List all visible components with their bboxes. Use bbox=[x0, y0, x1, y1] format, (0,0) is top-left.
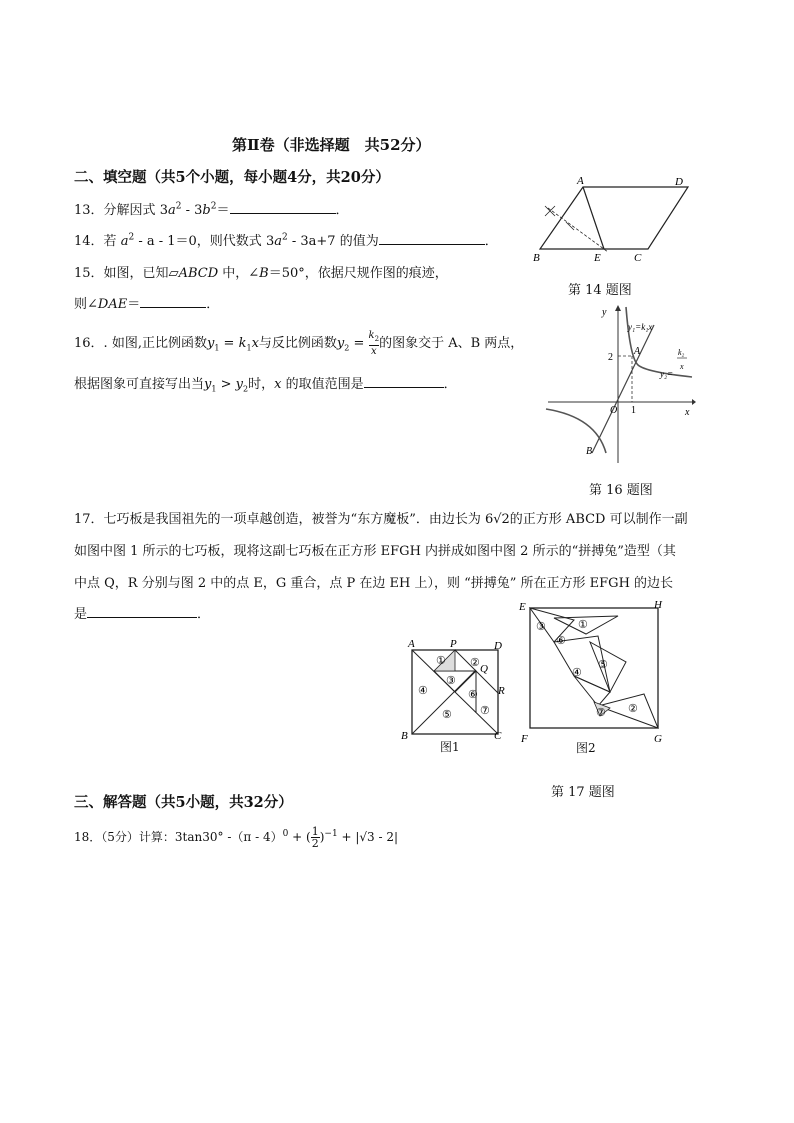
parallelogram-symbol: ▱ bbox=[168, 266, 179, 281]
q15-end: ． bbox=[206, 297, 220, 312]
q18-exp-neg-one: −1 bbox=[324, 829, 338, 839]
fill-in-heading: 二、填空题（共5个小题，每小题4分，共20分） bbox=[74, 169, 390, 186]
q13-answer-blank[interactable] bbox=[230, 201, 336, 214]
question-18 bbox=[74, 826, 398, 849]
piece-6: ⑥ bbox=[468, 689, 478, 701]
vertex-b: B bbox=[401, 730, 408, 742]
label-a: A bbox=[634, 346, 641, 357]
q14-exp: 2 bbox=[128, 232, 135, 243]
square-efgh bbox=[530, 608, 658, 728]
question-number: 18． bbox=[74, 830, 102, 844]
q18-abs-term: + |√3 - 2| bbox=[337, 830, 399, 844]
question-15-line2 bbox=[74, 293, 219, 312]
figure-17-caption: 第 17 题图 bbox=[551, 785, 615, 800]
label-b: B bbox=[533, 252, 540, 264]
q15-angle: B bbox=[259, 266, 269, 281]
q16-formula-y2: $y_2$ = $\frac{k_2}{x}$ bbox=[336, 330, 380, 357]
question-17-line2 bbox=[74, 540, 676, 559]
q15-dae: DAE bbox=[97, 297, 128, 312]
q15-equals: ＝ bbox=[127, 297, 141, 312]
q17-line1: 七巧板是我国祖先的一项卓越创造，被誉为“东方魔板”．由边长为 6√2的正方形 ABCD 可以制作一副 bbox=[103, 512, 688, 527]
figure-16-caption: 第 16 题图 bbox=[589, 483, 653, 498]
vertex-d: D bbox=[494, 640, 502, 652]
question-17-line4 bbox=[74, 603, 210, 622]
question-17-line3 bbox=[74, 572, 673, 591]
question-number: 13． bbox=[74, 203, 104, 218]
q14-text2: - 3a+7 的值为 bbox=[287, 234, 379, 249]
vertex-g: G bbox=[654, 733, 662, 745]
piece-1: ① bbox=[436, 655, 446, 667]
q18-plus: + ( bbox=[288, 830, 311, 844]
q16-text-a: 如图,正比例函数 bbox=[111, 336, 207, 351]
label-a: A bbox=[577, 175, 584, 187]
q13-minus: - 3 bbox=[181, 203, 203, 218]
q14-var: a bbox=[120, 234, 129, 249]
q18-frac-den: 2 bbox=[311, 837, 319, 850]
q13-coef: 3 bbox=[159, 203, 168, 218]
label-y2-eq: y₂= bbox=[660, 369, 674, 379]
label-b: B bbox=[586, 446, 593, 457]
q16-end: ． bbox=[443, 377, 457, 392]
question-16-line2 bbox=[74, 373, 457, 394]
figure-17-1-label: 图1 bbox=[440, 740, 460, 754]
q13-equals: ＝ bbox=[216, 203, 230, 218]
vertex-e: E bbox=[519, 601, 526, 613]
question-number: 14． bbox=[74, 234, 104, 249]
q15-text-d: 则∠ bbox=[74, 297, 98, 312]
vertex-f: F bbox=[521, 733, 528, 745]
q16-text-b: 与反比例函数 bbox=[258, 336, 337, 351]
hyperbola-branch-2 bbox=[546, 409, 606, 453]
vertex-r: R bbox=[498, 685, 505, 697]
piece-5: ⑤ bbox=[442, 709, 452, 721]
piece-4: ④ bbox=[572, 667, 582, 679]
q15-text-c: ＝50°，依据尺规作图的痕迹， bbox=[268, 266, 448, 281]
figure-14-caption: 第 14 题图 bbox=[568, 283, 632, 298]
piece-3: ③ bbox=[536, 621, 546, 633]
piece-6: ⑥ bbox=[556, 635, 566, 647]
label-x: x bbox=[685, 407, 690, 418]
label-y1-eq: y₁=k₁x bbox=[628, 322, 653, 332]
piece-7: ⑦ bbox=[596, 707, 606, 719]
q16-answer-blank[interactable] bbox=[364, 375, 444, 388]
question-15-line1 bbox=[74, 262, 448, 281]
q14-end: ． bbox=[484, 234, 498, 249]
piece-2: ② bbox=[470, 657, 480, 669]
diag-b bbox=[412, 670, 476, 734]
q18-frac-num: 1 bbox=[311, 825, 319, 838]
q18-exp-zero: 0 bbox=[282, 829, 289, 839]
label-y: y bbox=[602, 307, 607, 318]
q17-end: ． bbox=[197, 607, 211, 622]
q13-text: 分解因式 bbox=[103, 203, 156, 218]
label-o: O bbox=[610, 405, 618, 416]
piece-1: ① bbox=[578, 619, 588, 631]
rabbit-belly bbox=[574, 676, 610, 706]
q17-line4: 是 bbox=[74, 607, 88, 622]
q16-text-f: 的取值范围是 bbox=[281, 377, 364, 392]
label-one: 1 bbox=[631, 405, 636, 416]
question-17-line1 bbox=[74, 508, 688, 527]
vertex-p: P bbox=[450, 638, 457, 650]
q16-formula-y1: $y_1 = k_1x$ bbox=[206, 336, 259, 353]
q13-exp-b: 2 bbox=[210, 201, 217, 212]
q13-var-a: a bbox=[167, 203, 176, 218]
label-d: D bbox=[675, 176, 683, 188]
q15-shape: ABCD bbox=[178, 266, 219, 281]
q17-answer-blank[interactable] bbox=[87, 605, 197, 618]
q18-close-paren: ) bbox=[319, 830, 325, 844]
section-title: 第Ⅱ卷（非选择题 共52分） bbox=[232, 136, 431, 154]
label-c: C bbox=[634, 252, 642, 264]
q15-text-a: 如图，已知 bbox=[103, 266, 169, 281]
figure-17-2 bbox=[514, 596, 674, 748]
q18-fraction bbox=[311, 826, 320, 849]
line-y1 bbox=[592, 325, 654, 453]
piece-7: ⑦ bbox=[480, 705, 490, 717]
q14-exp2: 2 bbox=[281, 232, 288, 243]
question-13 bbox=[74, 199, 349, 218]
q14-text: - a - 1＝0，则代数式 3 bbox=[134, 234, 275, 249]
q16-x: x bbox=[274, 377, 282, 392]
vertex-a: A bbox=[408, 638, 415, 650]
q13-var-b: b bbox=[202, 203, 211, 218]
question-number: 16．. bbox=[74, 336, 112, 351]
question-16-line1 bbox=[74, 330, 523, 357]
question-number: 15． bbox=[74, 266, 104, 281]
q16-condition: $y_1 > y_2$ bbox=[204, 377, 249, 394]
label-k2: k₂ bbox=[678, 348, 685, 357]
q14-pre: 若 bbox=[103, 234, 117, 249]
vertex-q: Q bbox=[480, 663, 488, 675]
label-two: 2 bbox=[608, 352, 613, 363]
figure-17-2-label: 图2 bbox=[576, 741, 596, 755]
vertex-h: H bbox=[654, 599, 662, 611]
solution-heading: 三、解答题（共5小题，共32分） bbox=[74, 794, 293, 811]
piece-5: ⑤ bbox=[598, 659, 608, 671]
q13-exp-a: 2 bbox=[175, 201, 182, 212]
q18-text: （5分）计算：3tan30° -（π - 4） bbox=[101, 830, 283, 844]
label-e: E bbox=[594, 252, 601, 264]
piece-4: ④ bbox=[418, 685, 428, 697]
label-xd: x bbox=[680, 362, 684, 371]
q16-text-d: 根据图象可直接写出当 bbox=[74, 377, 205, 392]
question-number: 17． bbox=[74, 512, 104, 527]
figure-14 bbox=[528, 172, 698, 264]
piece-2: ② bbox=[628, 703, 638, 715]
q14-var2: a bbox=[274, 234, 282, 249]
construction-line bbox=[548, 208, 608, 252]
q15-answer-blank[interactable] bbox=[140, 295, 206, 308]
q16-text-c: 的图象交于 A、B 两点， bbox=[379, 336, 524, 351]
q15-text-b: 中，∠ bbox=[218, 266, 260, 281]
figure-16 bbox=[544, 303, 696, 468]
segment-ae bbox=[583, 187, 604, 249]
question-14 bbox=[74, 230, 498, 249]
y-axis-arrow-icon bbox=[615, 305, 621, 311]
vertex-c: C bbox=[494, 730, 502, 742]
q16-text-e: 时， bbox=[248, 377, 275, 392]
q14-answer-blank[interactable] bbox=[379, 232, 485, 245]
q13-end: ． bbox=[335, 203, 349, 218]
q17-line2: 如图中图 1 所示的七巧板，现将这副七巧板在正方形 EFGH 内拼成如图中图 2 所示的“拼搏兔”造型（其 bbox=[74, 544, 676, 559]
x-axis-arrow-icon bbox=[692, 399, 696, 405]
q17-line3: 中点 Q，R 分别与图 2 中的点 E，G 重合，点 P 在边 EH 上），则 “拼搏兔” 所在正方形 EFGH 的边长 bbox=[74, 576, 674, 591]
piece-3: ③ bbox=[446, 675, 456, 687]
